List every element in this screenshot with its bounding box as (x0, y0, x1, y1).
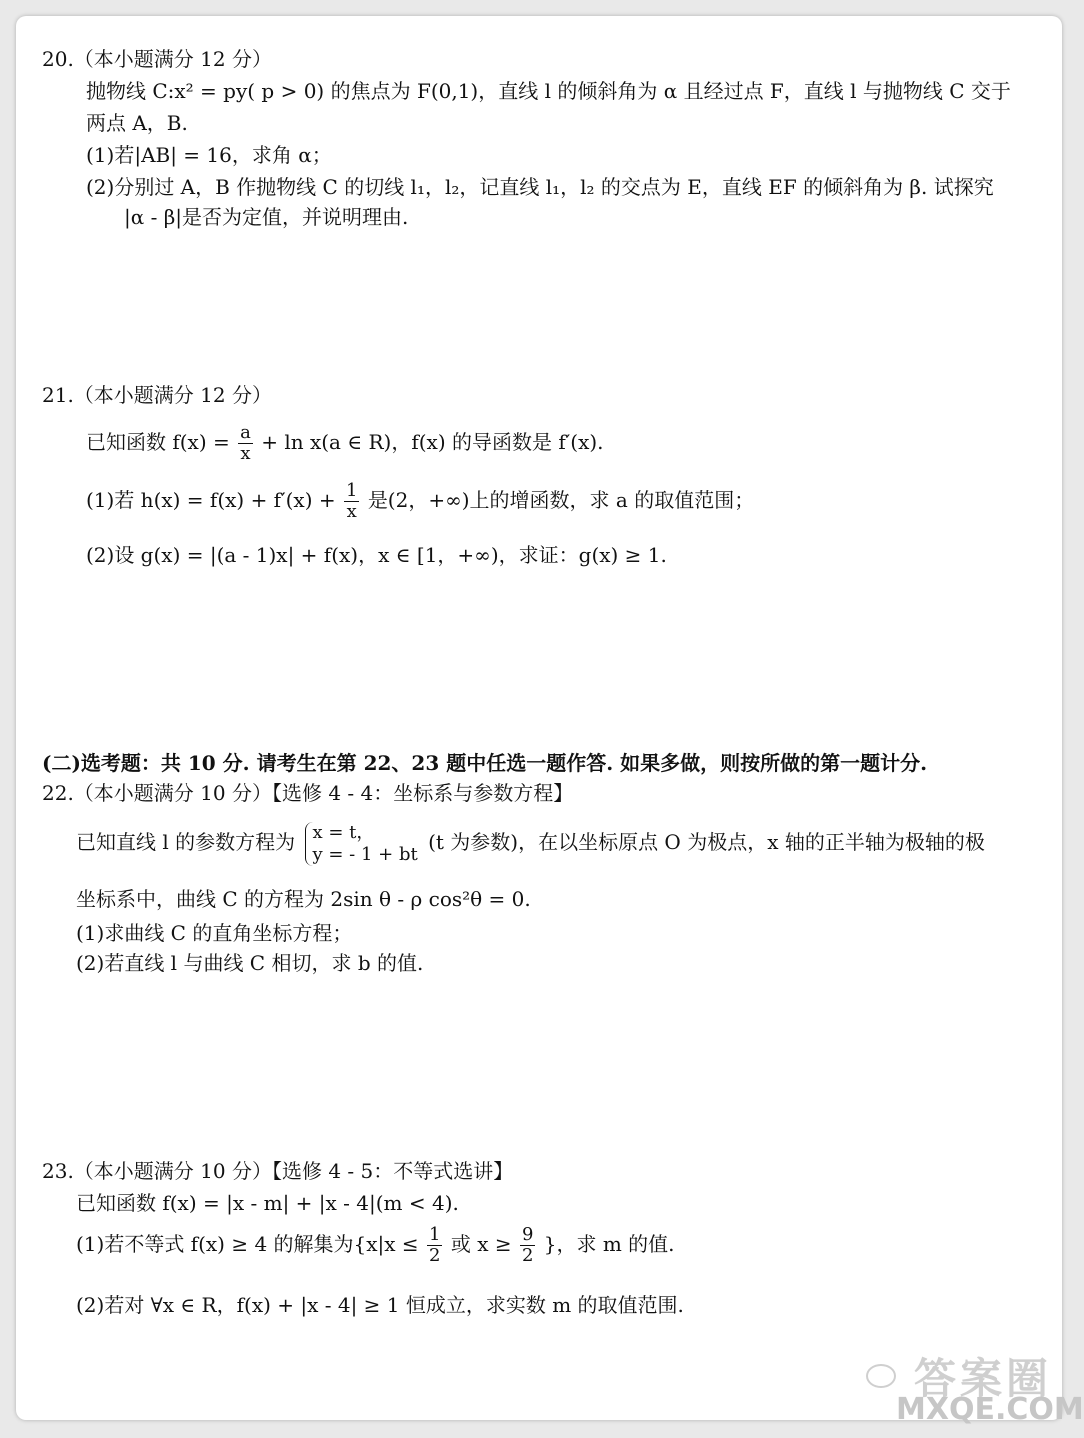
q22-part1: (1)求曲线 C 的直角坐标方程； (76, 921, 353, 945)
watermark-logo: 答案圈 (914, 1354, 1053, 1403)
q23-heading: 23.（本小题满分 10 分）【选修 4 - 5：不等式选讲】 (42, 1159, 514, 1183)
q21-stem-text-a: 已知函数 f(x) = (86, 430, 230, 454)
q20-stem-line2: 两点 A，B. (86, 111, 188, 135)
fraction-numerator: 1 (429, 1224, 441, 1245)
q22-heading: 22.（本小题满分 10 分）【选修 4 - 4：坐标系与参数方程】 (42, 781, 574, 805)
q22-stem-text-b: (t 为参数)，在以坐标原点 O 为极点，x 轴的正半轴为极轴的极 (428, 830, 985, 854)
system-eq2: y = - 1 + bt (312, 843, 418, 865)
fraction-denominator: 2 (429, 1245, 441, 1266)
q22-part2: (2)若直线 l 与曲线 C 相切，求 b 的值. (76, 951, 424, 975)
q22-stem-line1 (76, 818, 985, 866)
q20-heading: 20.（本小题满分 12 分） (42, 47, 272, 71)
system-eq1: x = t， (312, 821, 375, 843)
q20-part2-line1: (2)分别过 A，B 作抛物线 C 的切线 l₁，l₂，记直线 l₁，l₂ 的交点为 E，直线 EF 的倾斜角为 β. 试探究 (86, 175, 994, 199)
q21-part1 (86, 478, 754, 522)
q20-part1: (1)若|AB| = 16，求角 α； (86, 143, 332, 167)
q21-part2: (2)设 g(x) = |(a - 1)x| + f(x)，x ∈ [1，+∞)，求证：g(x) ≥ 1. (86, 543, 667, 567)
q22-stem-line2: 坐标系中，曲线 C 的方程为 2sin θ - ρ cos²θ = 0. (76, 887, 531, 911)
q23-fraction-1-over-2 (427, 1225, 442, 1266)
q23-stem: 已知函数 f(x) = |x - m| + |x - 4|(m < 4). (76, 1191, 459, 1215)
exam-page (16, 16, 1084, 1427)
q21-stem-text-b: + ln x(a ∈ R)，f(x) 的导函数是 f′(x). (261, 430, 604, 454)
fraction-denominator: x (346, 501, 357, 522)
wechat-icon (866, 1364, 896, 1388)
fraction-numerator: 1 (346, 480, 358, 501)
watermark-site: MXQE.COM (896, 1392, 1084, 1427)
q23-part1 (76, 1222, 675, 1266)
q21-stem (86, 420, 604, 464)
q21-part1-text-a: (1)若 h(x) = f(x) + f′(x) + (86, 488, 336, 512)
q21-heading: 21.（本小题满分 12 分） (42, 383, 272, 407)
fraction-numerator: 9 (521, 1224, 534, 1245)
q21-fraction-1-over-x (344, 481, 359, 522)
q23-part1-text-a: (1)若不等式 f(x) ≥ 4 的解集为{x|x ≤ (76, 1232, 419, 1256)
q23-part2: (2)若对 ∀x ∈ R，f(x) + |x - 4| ≥ 1 恒成立，求实数 m 的取值范围. (76, 1293, 684, 1317)
q22-parametric-system (305, 822, 417, 866)
q22-stem-text-a: 已知直线 l 的参数方程为 (76, 830, 296, 854)
fraction-denominator: 2 (521, 1245, 534, 1266)
q20-stem-line1: 抛物线 C:x² = py( p > 0) 的焦点为 F(0,1)，直线 l 的倾斜角为 α 且经过点 F，直线 l 与抛物线 C 交于 (86, 79, 1011, 103)
q23-part1-text-b: 或 x ≥ (450, 1232, 512, 1256)
q20-part2-line2: |α - β|是否为定值，并说明理由. (124, 205, 409, 229)
section-optional-heading: (二)选考题：共 10 分. 请考生在第 22、23 题中任选一题作答. 如果多做，则按所做的第一题计分. (42, 751, 928, 775)
fraction-denominator: x (240, 443, 251, 464)
q23-fraction-9-over-2 (520, 1225, 535, 1266)
fraction-numerator: a (240, 422, 251, 443)
site-watermark (866, 1346, 1084, 1427)
q21-part1-text-b: 是(2，+∞)上的增函数，求 a 的取值范围； (367, 488, 755, 512)
q21-fraction-a-over-x (238, 423, 253, 464)
q23-part1-text-c: }，求 m 的值. (543, 1232, 675, 1256)
